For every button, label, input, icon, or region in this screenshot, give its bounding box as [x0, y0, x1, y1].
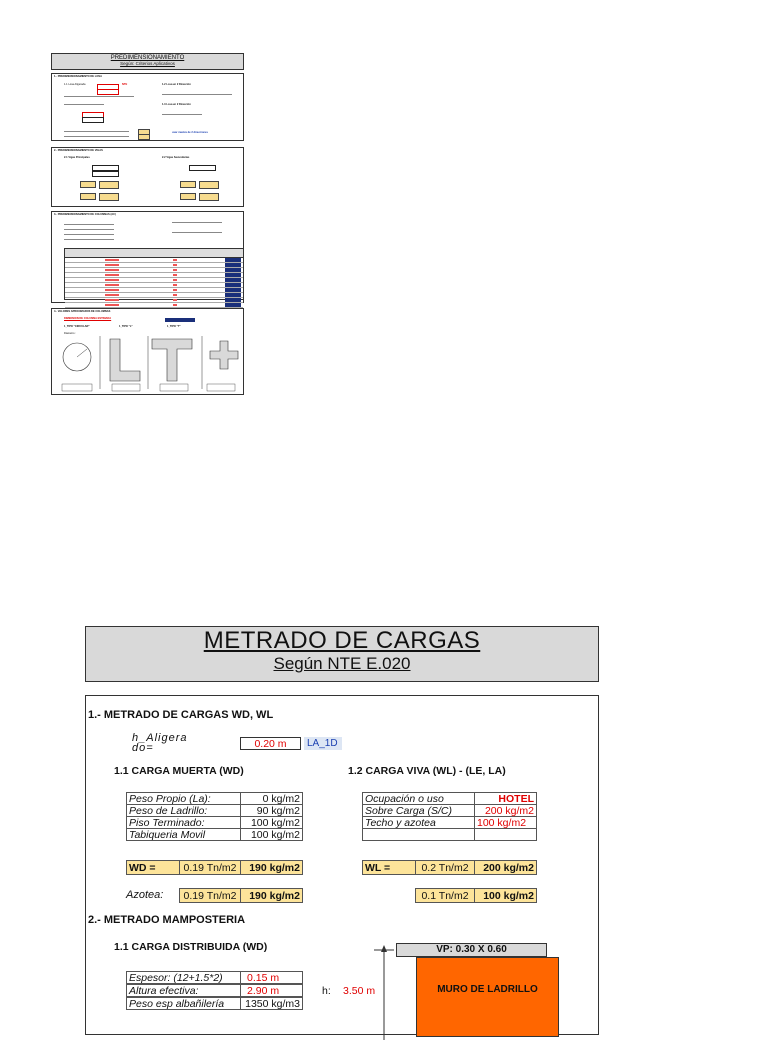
live-load-label: Techo y azotea [362, 816, 475, 829]
dead-load-label: Peso Propio (La): [126, 792, 241, 805]
dead-load-heading: 1.1 CARGA MUERTA (WD) [114, 765, 244, 777]
wd-label: WD = [126, 860, 180, 875]
dead-load-value: 0 kg/m2 [240, 792, 303, 805]
masonry-value: 0.15 m [240, 971, 303, 984]
aligerado-label-2: do= [132, 742, 154, 754]
wd-kg-value: 190 kg/m2 [240, 860, 303, 875]
thumb-s1-blue: usar maciza de 2 direcciones [172, 131, 208, 134]
height-value: 3.50 m [343, 985, 376, 997]
masonry-label: Peso esp albañilería [126, 997, 241, 1010]
thumb-s1-right2: 1.3 Losa en 2 Dirección [162, 103, 191, 106]
thumb-section-4-heading: 4.- VALORES APROXIMADOS DE COLUMNAS [54, 310, 111, 313]
thumb-section-1 [51, 73, 244, 141]
thumb-s1-right: 1.2 Losa en 2 Dirección [162, 83, 191, 86]
thumb-col-type-3: 1_TIPO "T" [167, 325, 181, 328]
dead-load-value: 100 kg/m2 [240, 828, 303, 841]
brick-wall: MURO DE LADRILLO [416, 957, 559, 1037]
dead-load-label: Piso Terminado: [126, 816, 241, 829]
thumb-column-table [64, 248, 244, 300]
masonry-label: Altura efectiva: [126, 984, 241, 997]
height-label: h: [322, 985, 331, 997]
thumbnail-sheet [51, 53, 244, 395]
azotea-kg-value: 190 kg/m2 [240, 888, 303, 903]
t-column-shape [152, 339, 192, 381]
beam-label: VP: 0.30 X 0.60 [396, 943, 547, 957]
thumb-s2-left: 2.1 Vigas Principales [64, 156, 90, 159]
thumb-section-4 [51, 308, 244, 395]
page-title: METRADO DE CARGAS [203, 627, 481, 654]
live-load-value: 100 kg/m2 [474, 816, 537, 829]
section-2-heading: 2.- METRADO MAMPOSTERIA [88, 914, 246, 926]
thumb-s4-red: DIMENSION DE COLUMNA ESTIMADA [64, 317, 112, 320]
thumb-s2-right: 2.2 Vigas Secundarias [162, 156, 190, 159]
dead-load-value: 90 kg/m2 [240, 804, 303, 817]
live-load-label: Ocupación o uso [362, 792, 475, 805]
thumb-s1-nte: NTE [122, 83, 128, 86]
wl-kg-value: 200 kg/m2 [474, 860, 537, 875]
l-column-shape [110, 339, 140, 381]
dimension-arrow-icon [381, 945, 387, 952]
thumb-section-3-heading: 3.- PREDIMENSIONAMIENTO DE COLUMNAS (AC) [54, 213, 116, 216]
dead-load-label: Peso de Ladrillo: [126, 804, 241, 817]
dead-load-label: Tabiqueria Movil [126, 828, 241, 841]
aligerado-tag: LA_1D [304, 737, 342, 750]
section-1-heading: 1.- METRADO DE CARGAS WD, WL [88, 709, 274, 721]
thumb-col-type-1: 1_TIPO "CIRCULAR" [64, 325, 90, 328]
section-2-sub: 1.1 CARGA DISTRIBUIDA (WD) [114, 941, 268, 953]
live-load-value: 200 kg/m2 [474, 804, 537, 817]
wd-tn-value: 0.19 Tn/m2 [179, 860, 241, 875]
main-content-box [85, 695, 599, 1035]
masonry-value: 1350 kg/m3 [240, 997, 303, 1010]
wl-tn-value: 0.2 Tn/m2 [415, 860, 475, 875]
masonry-label: Espesor: (12+1.5*2) [126, 971, 241, 984]
live-load-empty-cell [362, 828, 475, 841]
aligerado-value: 0.20 m [240, 737, 301, 750]
thumb-title: PREDIMENSIONAMIENTO [110, 55, 185, 61]
live-azotea-tn-value: 0.1 Tn/m2 [415, 888, 475, 903]
thumb-diam-label: Diametro : [64, 332, 76, 335]
aligerado-label-1: h_Aligera [132, 732, 188, 744]
thumb-s1-left: 1.1 Losa Aligerada [64, 83, 86, 86]
cross-column-shape [210, 341, 238, 369]
page-subtitle: Según NTE E.020 [273, 654, 411, 673]
live-load-label: Sobre Carga (S/C) [362, 804, 475, 817]
thumb-section-2-heading: 2.- PREDIMENSIONAMIENTO DE VIGAS [54, 149, 103, 152]
wl-label: WL = [362, 860, 416, 875]
thumb-section-1-heading: 1.- PREDIMENSIONAMIENTO DE LOSA [54, 75, 102, 78]
main-title-box [85, 626, 599, 682]
live-azotea-kg-value: 100 kg/m2 [474, 888, 537, 903]
dead-load-value: 100 kg/m2 [240, 816, 303, 829]
thumb-title-box [51, 53, 244, 70]
azotea-label: Azotea: [126, 889, 164, 901]
masonry-value: 2.90 m [240, 984, 303, 997]
thumb-column-shapes [52, 331, 245, 396]
thumb-section-3 [51, 211, 244, 303]
thumb-col-type-2: 1_TIPO "L" [119, 325, 133, 328]
live-load-value: HOTEL [474, 792, 537, 805]
thumb-section-2 [51, 147, 244, 207]
live-load-heading: 1.2 CARGA VIVA (WL) - (LE, LA) [348, 765, 506, 777]
azotea-tn-value: 0.19 Tn/m2 [179, 888, 241, 903]
live-load-empty-cell [474, 828, 537, 841]
thumb-subtitle: Según: Criterios Aplicativos [120, 60, 175, 66]
